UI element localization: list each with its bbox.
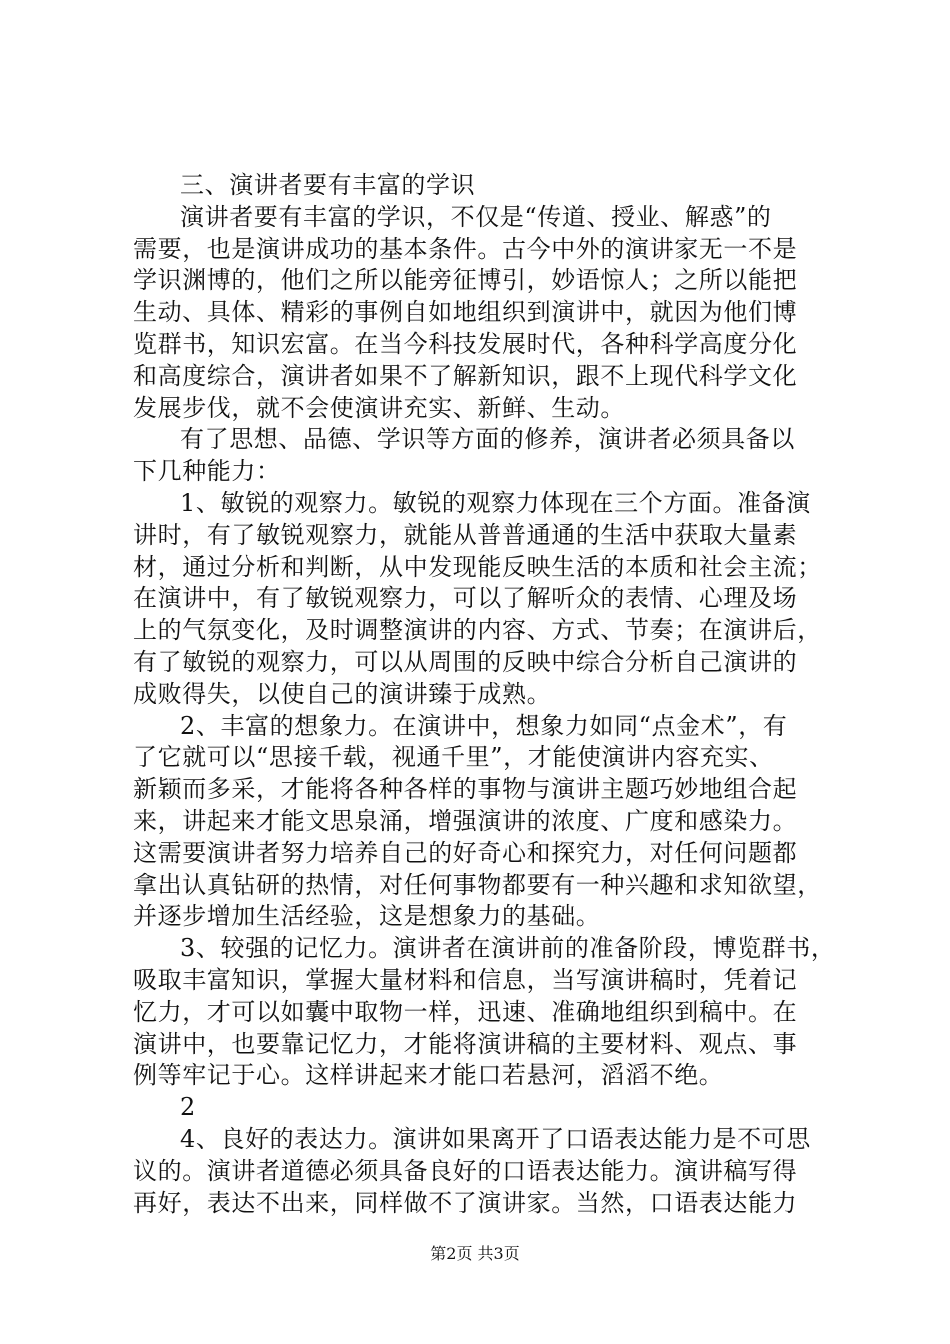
text-line: 3、较强的记忆力。演讲者在演讲前的准备阶段，博览群书，	[180, 934, 836, 963]
text-line: 学识渊博的，他们之所以能旁征博引，妙语惊人；之所以能把	[133, 266, 798, 295]
text-line: 材，通过分析和判断，从中发现能反映生活的本质和社会主流；	[133, 552, 822, 581]
text-line: 有了思想、品德、学识等方面的修养，演讲者必须具备以	[180, 425, 795, 454]
text-line: 需要，也是演讲成功的基本条件。古今中外的演讲家无一不是	[133, 234, 798, 263]
paragraph-learning	[133, 202, 833, 425]
paragraph-expression	[133, 1124, 833, 1219]
text-line: 忆力，才可以如囊中取物一样，迅速、准确地组织到稿中。在	[133, 997, 798, 1026]
paragraph-observation	[133, 488, 833, 711]
text-line: 有了敏锐的观察力，可以从周围的反映中综合分析自己演讲的	[133, 647, 798, 676]
text-line: 生动、具体、精彩的事例自如地组织到演讲中，就因为他们博	[133, 298, 798, 327]
text-line: 演讲中，也要靠记忆力，才能将演讲稿的主要材料、观点、事	[133, 1029, 798, 1058]
section-heading: 三、演讲者要有丰富的学识	[180, 171, 476, 199]
text-line: 再好，表达不出来，同样做不了演讲家。当然，口语表达能力	[133, 1188, 798, 1217]
paragraph-memory	[133, 933, 836, 1092]
text-line: 下几种能力：	[133, 457, 281, 486]
text-line: 在演讲中，有了敏锐观察力，可以了解听众的表情、心理及场	[133, 584, 798, 613]
paragraph-imagination	[133, 711, 833, 934]
paragraph-abilities-intro	[133, 424, 833, 488]
text-line: 和高度综合，演讲者如果不了解新知识，跟不上现代科学文化	[133, 361, 798, 390]
text-line: 新颖而多采，才能将各种各样的事物与演讲主题巧妙地组合起	[133, 775, 798, 804]
document-body	[133, 170, 836, 1219]
text-line: 演讲者要有丰富的学识，不仅是“传道、授业、解惑”的	[180, 202, 772, 231]
text-line: 1、敏锐的观察力。敏锐的观察力体现在三个方面。准备演	[180, 488, 811, 517]
text-line: 览群书，知识宏富。在当今科技发展时代，各种科学高度分化	[133, 329, 798, 358]
text-line: 4、良好的表达力。演讲如果离开了口语表达能力是不可思	[180, 1124, 811, 1153]
text-line: 成败得失，以使自己的演讲臻于成熟。	[133, 679, 552, 708]
text-line: 发展步伐，就不会使演讲充实、新鲜、生动。	[133, 393, 625, 422]
text-line: 议的。演讲者道德必须具备良好的口语表达能力。演讲稿写得	[133, 1156, 798, 1185]
text-line: 来，讲起来才能文思泉涌，增强演讲的浓度、广度和感染力。	[133, 806, 798, 835]
inline-page-number: 2	[180, 1093, 196, 1122]
text-line: 了它就可以“思接千载，视通千里”，才能使演讲内容充实、	[133, 743, 774, 772]
text-line: 并逐步增加生活经验，这是想象力的基础。	[133, 902, 601, 931]
text-line: 拿出认真钻研的热情，对任何事物都要有一种兴趣和求知欲望，	[133, 870, 822, 899]
text-line: 吸取丰富知识，掌握大量材料和信息，当写演讲稿时，凭着记	[133, 965, 798, 994]
text-line: 讲时，有了敏锐观察力，就能从普普通通的生活中获取大量素	[133, 520, 798, 549]
text-line: 上的气氛变化，及时调整演讲的内容、方式、节奏；在演讲后，	[133, 616, 822, 645]
text-line: 2、丰富的想象力。在演讲中，想象力如同“点金术”，有	[180, 711, 788, 740]
text-line: 例等牢记于心。这样讲起来才能口若悬河，滔滔不绝。	[133, 1061, 724, 1090]
text-line: 这需要演讲者努力培养自己的好奇心和探究力，对任何问题都	[133, 838, 798, 867]
page-footer: 第2页 共3页	[430, 1244, 520, 1263]
